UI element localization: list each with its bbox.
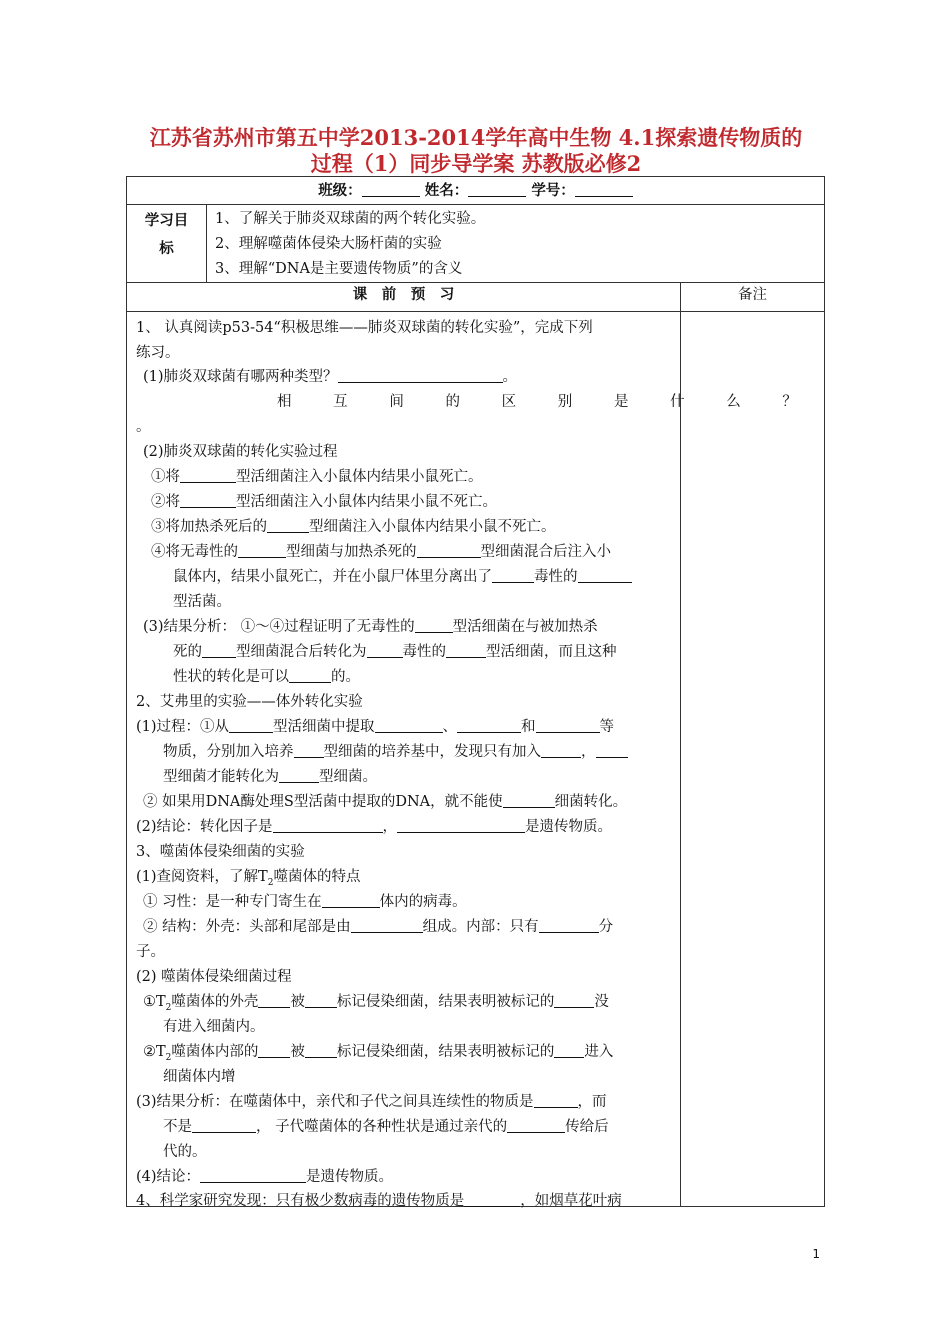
body-line: (2)结论：转化因子是 ， 是遗传物质。 bbox=[136, 819, 613, 835]
body-line: 代的。 bbox=[163, 1144, 207, 1160]
id-blank[interactable] bbox=[575, 181, 633, 197]
objective-item: 1、了解关于肺炎双球菌的两个转化实验。 bbox=[215, 211, 486, 227]
id-label: 学号： bbox=[531, 182, 575, 199]
body-line: (3)结果分析： ①～④过程证明了无毒性的 型活细菌在与被加热杀 bbox=[143, 619, 598, 635]
preview-content bbox=[127, 312, 797, 1209]
notes-header: 备注 bbox=[681, 283, 825, 312]
body-line: ① 习性：是一种专门寄生在 体内的病毒。 bbox=[143, 894, 467, 910]
name-label: 姓名： bbox=[424, 182, 469, 199]
body-line: (2) 噬菌体侵染细菌过程 bbox=[136, 969, 292, 985]
class-label: 班级： bbox=[318, 182, 362, 199]
body-line: $②T_2$噬菌体内部的 被 标记侵染细菌，结果表明被标记的 进入 bbox=[143, 1044, 614, 1063]
body-line: 不是 ， 子代噬菌体的各种性状是通过亲代的 传给后 bbox=[163, 1119, 609, 1135]
body-line: (1)查阅资料，了解$T_2$噬菌体的特点 bbox=[136, 869, 361, 888]
page-title-line2: 过程（1）同步导学案 苏教版必修2 bbox=[310, 151, 642, 176]
objective-item: 3、理解“DNA是主要遗传物质”的含义 bbox=[215, 261, 463, 277]
section-title: 课 前 预 习 bbox=[127, 283, 681, 312]
body-line: (4)结论： 是遗传物质。 bbox=[136, 1169, 394, 1185]
student-info-row bbox=[127, 177, 825, 205]
objective-item: 2、理解噬菌体侵染大肠杆菌的实验 bbox=[215, 236, 442, 252]
body-line: ②将 型活细菌注入小鼠体内结果小鼠不死亡。 bbox=[151, 494, 497, 510]
body-line: 2、艾弗里的实验——体外转化实验 bbox=[136, 694, 363, 710]
body-line: 练习。 bbox=[136, 345, 180, 361]
body-line: 型细菌才能转化为 型细菌。 bbox=[163, 769, 377, 785]
body-line: (1)过程：①从 型活细菌中提取 、 和 等 bbox=[136, 719, 615, 735]
page-title-line1: 江苏省苏州市第五中学2013-2014学年高中生物 4.1探索遗传物质的 bbox=[149, 125, 803, 150]
body-line: 死的 型细菌混合后转化为 毒性的 型活细菌，而且这种 bbox=[173, 644, 617, 660]
name-blank[interactable] bbox=[468, 181, 526, 197]
body-line: 1、 认真阅读p53-54“积极思维——肺炎双球菌的转化实验”，完成下列 bbox=[136, 320, 593, 336]
body-line: 有进入细菌内。 bbox=[163, 1019, 265, 1035]
body-line: 鼠体内，结果小鼠死亡，并在小鼠尸体里分离出了 毒性的 bbox=[173, 565, 632, 586]
objectives-list bbox=[207, 205, 825, 283]
question-types: (1)肺炎双球菌有哪两种类型？ 。 bbox=[143, 369, 518, 385]
body-line: ④将无毒性的 型细菌与加热杀死的 型细菌混合后注入小 bbox=[151, 544, 611, 560]
body-line: 细菌体内增 bbox=[163, 1069, 236, 1085]
body-line: 子。 bbox=[136, 944, 165, 960]
body-line: 型活菌。 bbox=[173, 594, 231, 610]
body-line: ①将 型活细菌注入小鼠体内结果小鼠死亡。 bbox=[151, 469, 483, 485]
body-line: $①T_2$噬菌体的外壳 被 标记侵染细菌，结果表明被标记的 没 bbox=[143, 994, 609, 1013]
question-difference: 相 互 间 的 区 别 是 什 么 ？ bbox=[277, 394, 797, 410]
body-line: ② 如果用DNA酶处理S型活菌中提取的DNA，就不能使 细菌转化。 bbox=[143, 794, 628, 810]
body-line: ③将加热杀死后的 型细菌注入小鼠体内结果小鼠不死亡。 bbox=[151, 519, 556, 535]
body-line: ② 结构：外壳：头部和尾部是由 组成。内部：只有 分 bbox=[143, 919, 614, 935]
body-line: (2)肺炎双球菌的转化实验过程 bbox=[143, 444, 338, 460]
body-line: 3、噬菌体侵染细菌的实验 bbox=[136, 844, 305, 860]
answer-blank[interactable] bbox=[338, 367, 503, 383]
body-line: 。 bbox=[136, 419, 151, 435]
body-line: (3)结果分析：在噬菌体中，亲代和子代之间具连续性的物质是 ，而 bbox=[136, 1094, 607, 1110]
body-line: 4、科学家研究发现：只有极少数病毒的遗传物质是 ，如烟草花叶病 bbox=[136, 1193, 622, 1209]
body-line: 性状的转化是可以 的。 bbox=[173, 669, 360, 685]
page-number: 1 bbox=[812, 1247, 820, 1261]
class-blank[interactable] bbox=[362, 181, 420, 197]
notes-column[interactable] bbox=[681, 312, 825, 1207]
body-line: 物质，分别加入培养 型细菌的培养基中，发现只有加入 ， bbox=[163, 740, 628, 761]
objectives-heading: 学习目 标 bbox=[127, 205, 207, 283]
worksheet-table bbox=[126, 176, 825, 1207]
